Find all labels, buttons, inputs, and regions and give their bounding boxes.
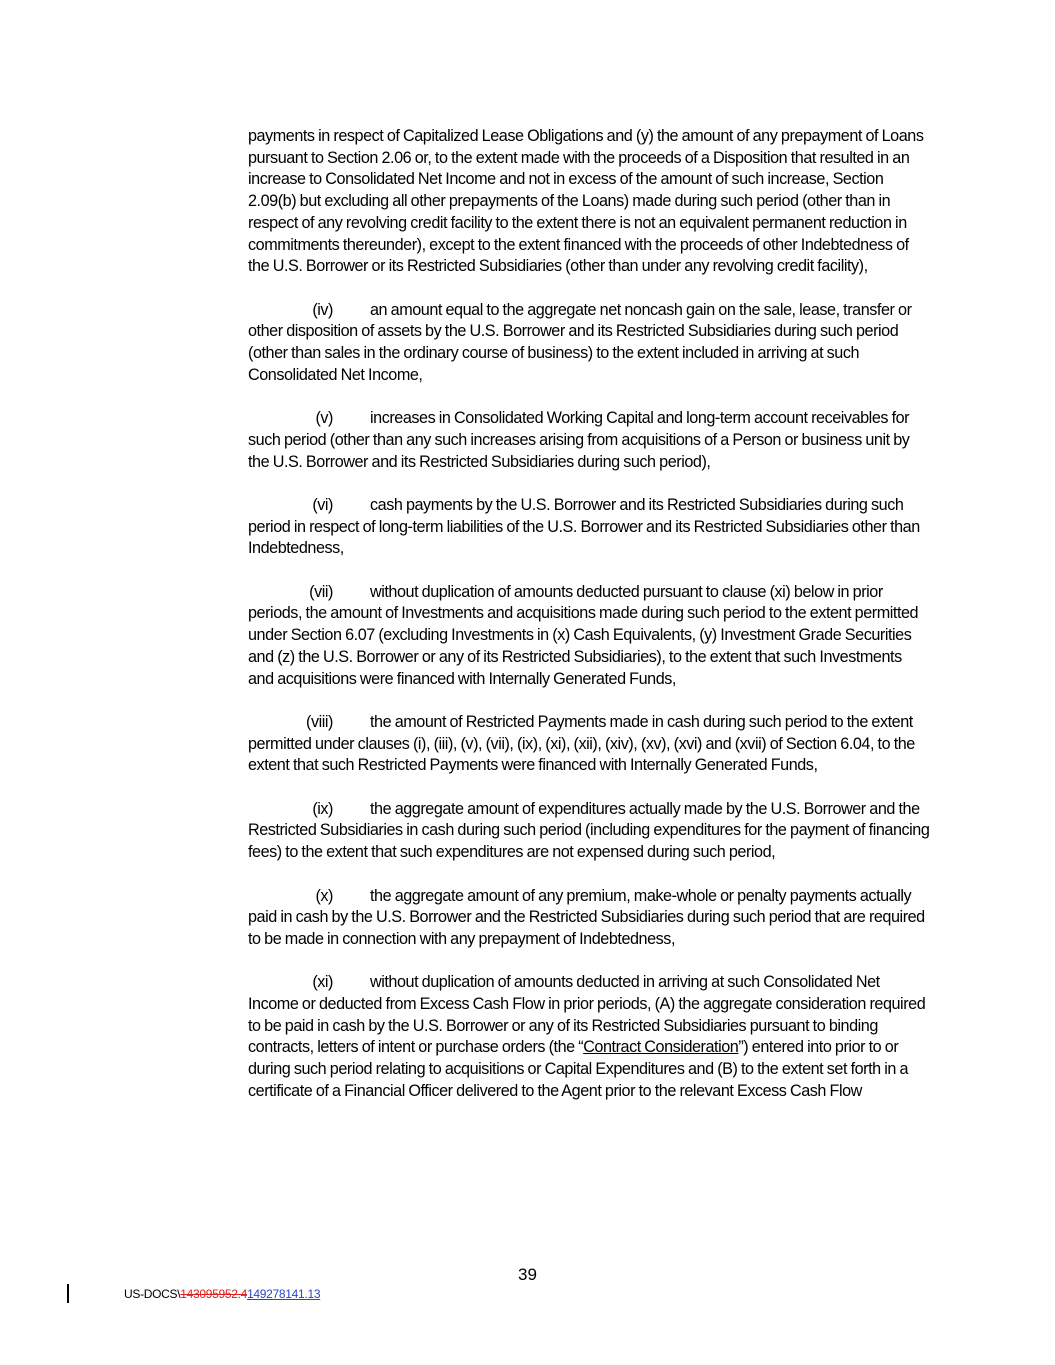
revision-change-bar: [67, 1284, 69, 1303]
clause-number: (viii): [306, 712, 333, 731]
document-id-deleted: 143095952.4: [180, 1287, 248, 1301]
clause-number: (vi): [312, 495, 333, 514]
clause-text-part-a: without duplication of amounts deducted in arriving at such Consolidated Net Income or deducted from Excess Cash Flow in prior periods, (A) the aggregate consideration required to be paid in cash by the U.S. Borrower or any of its Restricted Subsidiaries pursuant to binding contracts, letters of intent or purchase orders (the “: [248, 973, 926, 1057]
clause-text-part-b: ”) entered into prior to or during such period relating to acquisitions or Capital Expenditures and (B) to the extent set forth in a certificate of a Financial Officer delivered to the Agent prior to the relevant Excess Cash Flow: [248, 1038, 909, 1100]
page-number: 39: [518, 1265, 537, 1284]
clause-number: (v): [315, 409, 333, 428]
clause-text: the amount of Restricted Payments made in cash during such period to the extent permitted under clauses (i), (iii), (v), (vii), (ix), (xi), (xii), (xiv), (xv), (xvi) and (xvii) of Section 6.04, to the extent that such Restricted Payments were financed with Internally Generated Funds,: [248, 712, 915, 775]
clause-number: (ix): [312, 799, 333, 818]
clause-number: (iv): [312, 300, 333, 319]
clause-number: (x): [315, 886, 333, 905]
document-id-inserted: 149278141.13: [247, 1287, 321, 1301]
paragraph-text: payments in respect of Capitalized Lease Obligations and (y) the amount of any prepayment of Loans pursuant to Section 2.06 or, to the extent made with the proceeds of a Disposition that resulted in an increase to Consolidated Net Income and not in excess of the amount of such increase, Section 2.09(b) but excluding all other prepayments of the Loans) made during such period (other than in respect of any revolving credit facility to the extent there is not an equivalent permanent reduction in commitments thereunder), except to the extent financed with the proceeds of other Indebtedness of the U.S. Borrower or its Restricted Subsidiaries (other than under any revolving credit facility),: [248, 127, 924, 276]
clause-v: [248, 408, 930, 473]
clause-text: the aggregate amount of expenditures actually made by the U.S. Borrower and the Restricted Subsidiaries in cash during such period (including expenditures for the payment of financing fees) to the extent that such expenditures are not expensed during such period,: [248, 799, 930, 862]
clause-vii: [248, 582, 930, 691]
defined-term: Contract Consideration: [583, 1038, 739, 1057]
clause-number: (vii): [309, 582, 333, 601]
clause-text: increases in Consolidated Working Capital and long-term account receivables for such period (other than any such increases arising from acquisitions of a Person or business unit by the U.S. Borrower and its Restricted Subsidiaries during such period),: [248, 409, 910, 471]
clause-text: an amount equal to the aggregate net noncash gain on the sale, lease, transfer or other disposition of assets by the U.S. Borrower and its Restricted Subsidiaries during such period (other than sales in the ordinary course of business) to the extent included in arriving at such Consolidated Net Income,: [248, 300, 912, 384]
clause-viii: [248, 712, 930, 777]
clause-x: [248, 886, 930, 951]
clause-text: the aggregate amount of any premium, make-whole or penalty payments actually paid in cash by the U.S. Borrower and the Restricted Subsidiaries during such period that are required to be made in connection with any prepayment of Indebtedness,: [248, 886, 925, 948]
clause-vi: [248, 495, 930, 560]
clause-text: cash payments by the U.S. Borrower and its Restricted Subsidiaries during such period in respect of long-term liabilities of the U.S. Borrower and its Restricted Subsidiaries other than Indebtedness,: [248, 495, 920, 558]
document-id-prefix: US-DOCS\: [124, 1287, 181, 1301]
clause-ix: [248, 799, 930, 864]
clause-xi: [248, 972, 930, 1102]
document-id-footer: [124, 1287, 320, 1301]
paragraph-continuation: [248, 126, 930, 278]
clause-iv: [248, 300, 930, 387]
clause-text: without duplication of amounts deducted pursuant to clause (xi) below in prior periods, the amount of Investments and acquisitions made during such period to the extent permitted under Section 6.07 (excluding Investments in (x) Cash Equivalents, (y) Investment Grade Securities and (z) the U.S. Borrower or any of its Restricted Subsidiaries), to the extent that such Investments and acquisitions were financed with Internally Generated Funds,: [248, 582, 919, 688]
clause-number: (xi): [312, 973, 333, 992]
document-body: [248, 126, 930, 1124]
